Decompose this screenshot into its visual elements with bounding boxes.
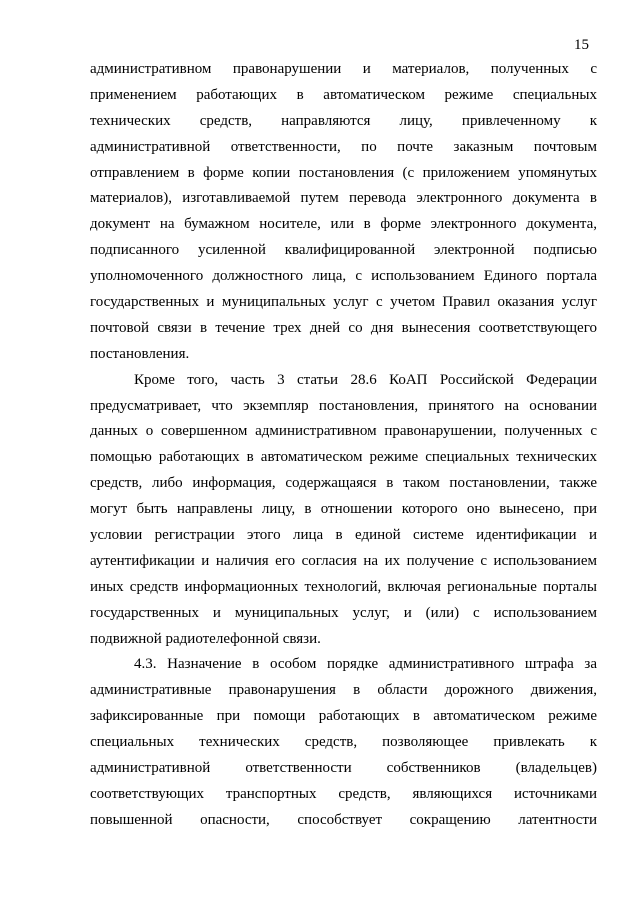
text-line: государственных и муниципальных услуг с учетом Правил оказания услуг <box>90 294 597 311</box>
text-line: подписанного усиленной квалифицированной электронной подписью <box>90 242 597 259</box>
text-line: постановления. <box>90 345 190 362</box>
text-line: предусматривает, что экземпляр постановления, принятого на основании <box>90 397 597 414</box>
text-line: административные правонарушения в области дорожного движения, <box>90 682 597 699</box>
text-line: уполномоченного должностного лица, с использованием Единого портала <box>90 268 597 285</box>
text-line: помощью работающих в автоматическом режиме специальных технических <box>90 449 597 466</box>
text-line: подвижной радиотелефонной связи. <box>90 630 321 647</box>
text-line: иных средств информационных технологий, включая региональные порталы <box>90 578 597 595</box>
document-body <box>90 57 597 834</box>
text-line: технических средств, направляются лицу, привлеченному к <box>90 112 597 129</box>
text-line: применением работающих в автоматическом режиме специальных <box>90 86 597 103</box>
text-line: Кроме того, часть 3 статьи 28.6 КоАП Российской Федерации <box>134 371 597 388</box>
text-line: условии регистрации этого лица в единой системе идентификации и <box>90 527 597 544</box>
text-line: 4.3. Назначение в особом порядке административного штрафа за <box>134 656 597 673</box>
text-line: административной ответственности, по почте заказным почтовым <box>90 138 597 155</box>
paragraph-1 <box>90 57 597 368</box>
text-line: административном правонарушении и материалов, полученных с <box>90 61 597 77</box>
text-line: средств, либо информация, содержащаяся в таком постановлении, также <box>90 475 597 492</box>
text-line: специальных технических средств, позволяющее привлекать к <box>90 734 597 751</box>
text-line: зафиксированные при помощи работающих в автоматическом режиме <box>90 708 597 725</box>
text-line: государственных и муниципальных услуг, и (или) с использованием <box>90 604 597 621</box>
paragraph-2 <box>90 368 597 653</box>
text-line: почтовой связи в течение трех дней со дня вынесения соответствующего <box>90 319 597 336</box>
text-line: документ на бумажном носителе, или в форме электронного документа, <box>90 216 597 233</box>
text-line: соответствующих транспортных средств, являющихся источниками <box>90 785 597 802</box>
text-line: отправлением в форме копии постановления (с приложением упомянутых <box>90 164 597 181</box>
text-line: материалов), изготавливаемой путем перевода электронного документа в <box>90 190 597 207</box>
text-line: аутентификации и наличия его согласия на их получение с использованием <box>90 552 597 569</box>
text-line: повышенной опасности, способствует сокращению латентности <box>90 811 597 828</box>
paragraph-3 <box>90 652 597 833</box>
text-line: данных о совершенном административном правонарушении, полученных с <box>90 423 597 440</box>
page-number: 15 <box>574 37 589 53</box>
text-line: административной ответственности собственников (владельцев) <box>90 760 597 777</box>
text-line: могут быть направлены лицу, в отношении которого оно вынесено, при <box>90 501 597 518</box>
